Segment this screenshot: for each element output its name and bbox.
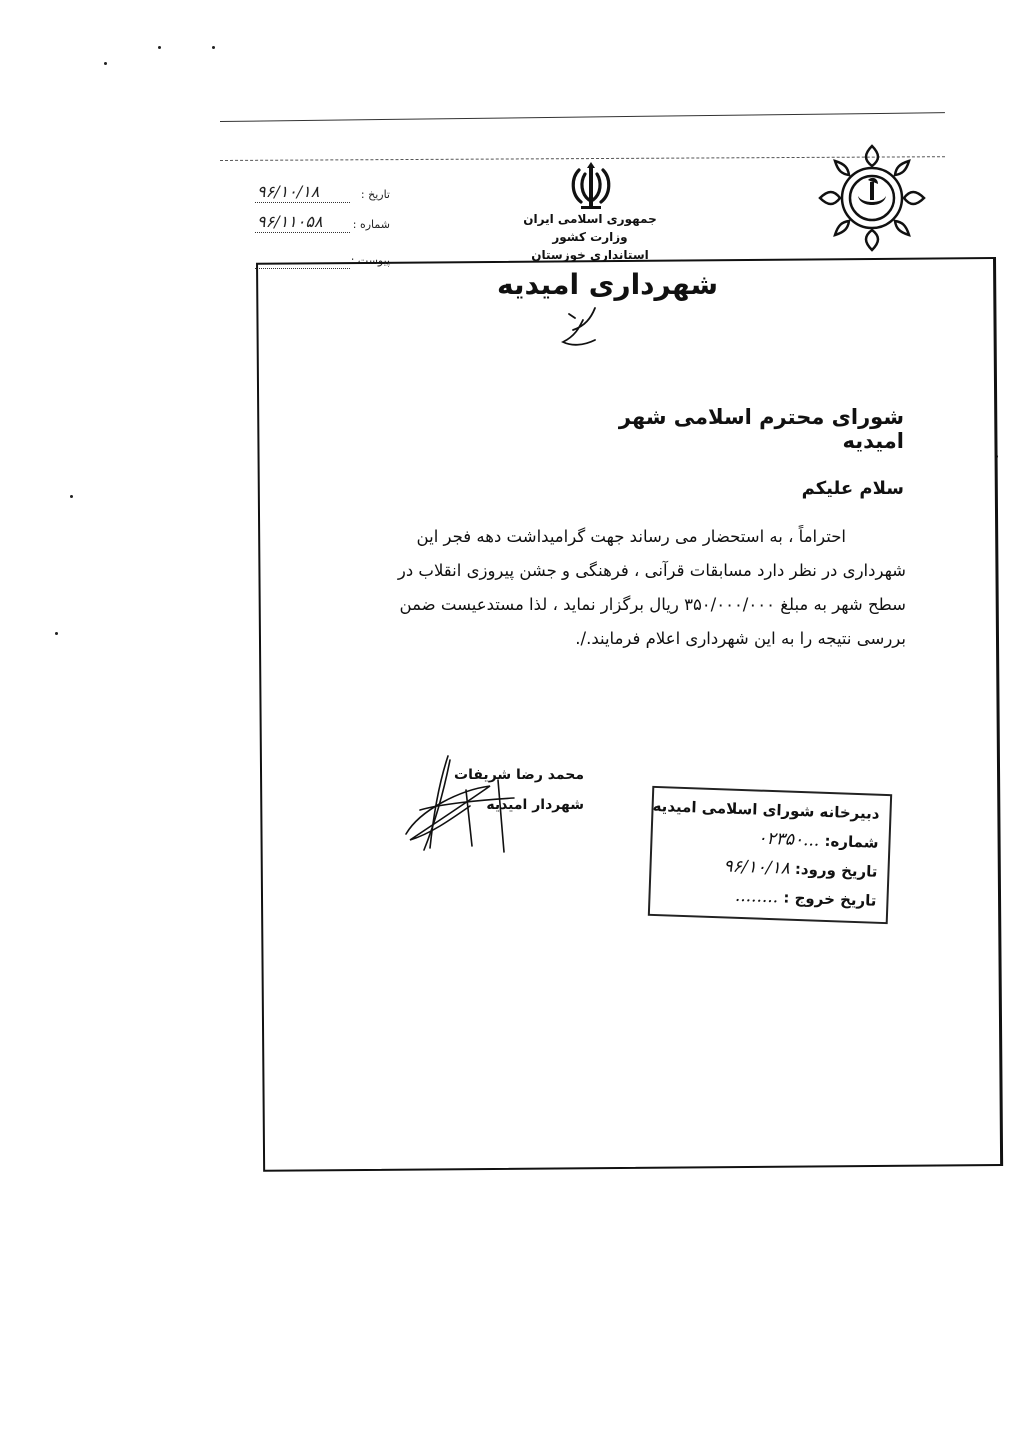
- country-name: جمهوری اسلامی ایران: [523, 212, 657, 226]
- body-line: بررسی نتیجه را به این شهرداری اعلام فرمایند./.: [575, 629, 906, 648]
- ministry-name: وزارت کشور: [552, 230, 628, 244]
- stamp-entry-value: ۹۶/۱۰/۱۸: [723, 856, 791, 879]
- scan-speck: [212, 46, 215, 49]
- iran-emblem-icon: [565, 160, 617, 212]
- number-label: شماره :: [352, 218, 390, 231]
- body-line: شهرداری در نظر دارد مسابقات قرآنی ، فرهنگی و جشن پیروزی انقلاب در: [397, 561, 906, 580]
- top-rule: [220, 112, 945, 122]
- date-value: ۹۶/۱۰/۱۸: [257, 182, 320, 201]
- signatory-title: شهردار امیدیه: [486, 797, 584, 813]
- council-stamp: [648, 786, 892, 924]
- handwritten-signature: [400, 750, 520, 860]
- stamp-number-label: شماره:: [824, 831, 879, 852]
- date-label: تاریخ :: [360, 188, 390, 201]
- scan-speck: [104, 62, 107, 65]
- scan-speck: [158, 46, 161, 49]
- issuer-block: [505, 210, 675, 264]
- municipality-logo-icon: [812, 138, 932, 258]
- addressee: شورای محترم اسلامی شهر امیدیه: [618, 405, 904, 453]
- body-line: احتراماً ، به استحضار می رساند جهت گرامیداشت دهه فجر این: [416, 527, 846, 546]
- letter-frame: [256, 257, 1003, 1172]
- stamp-exit-value: ........: [734, 885, 779, 908]
- greeting: سلام علیکم: [801, 478, 904, 499]
- letterhead-title-wrap: [490, 268, 725, 301]
- attachment-label: پیوست :: [350, 254, 390, 267]
- stamp-exit-row: [660, 879, 877, 916]
- signatory-name: محمد رضا شریفات: [454, 767, 584, 783]
- scan-speck: [55, 632, 58, 635]
- governorate-name: استانداری خوزستان: [531, 248, 649, 262]
- stamp-title: دبیرخانه شورای اسلامی امیدیه: [652, 796, 880, 823]
- stamp-number-value: ...۰۲۳۵۰: [757, 828, 820, 851]
- scan-speck: [70, 495, 73, 498]
- letter-body: [294, 520, 906, 656]
- stamp-entry-label: تاریخ ورود:: [794, 859, 878, 881]
- number-value: ۹۶/۱۱۰۵۸: [257, 212, 323, 231]
- stamp-exit-label: تاریخ خروج :: [783, 888, 877, 910]
- organization-title: شهرداری امیدیه: [497, 268, 718, 301]
- body-line: سطح شهر به مبلغ ۳۵۰/۰۰۰/۰۰۰ ریال برگزار نماید ، لذا مستدعیست ضمن: [399, 595, 906, 614]
- number-field: [255, 212, 390, 236]
- date-field: [255, 182, 390, 206]
